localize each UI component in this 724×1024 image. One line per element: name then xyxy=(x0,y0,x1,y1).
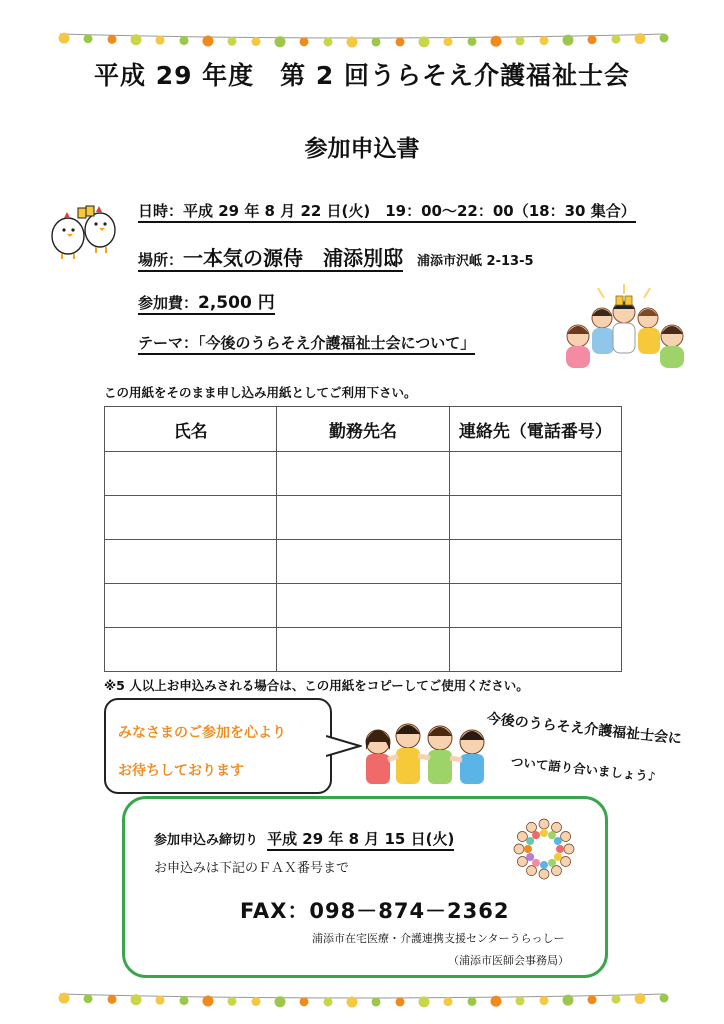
garland-dot xyxy=(468,997,477,1006)
garland-dot xyxy=(275,36,286,47)
datetime-value: 平成 29 年 8 月 22 日(火) 19：00～22：00（18：30 集合） xyxy=(183,202,636,220)
bottom-dot-garland xyxy=(0,988,724,1010)
ring-person-body xyxy=(532,859,540,867)
ring-person-head xyxy=(517,832,527,842)
theme-value: 「今後のうらそえ介護福祉士会について」 xyxy=(198,334,476,352)
garland-dot xyxy=(635,33,646,44)
table-row xyxy=(105,540,622,584)
ring-person-head xyxy=(527,866,537,876)
garland-dot xyxy=(300,997,309,1006)
garland-dot xyxy=(156,996,165,1005)
venue-label: 場所： xyxy=(138,251,184,269)
support-center-name: 浦添市在宅医療・介護連携支援センターうらっしー xyxy=(312,932,565,945)
garland-dot xyxy=(540,36,549,45)
ring-person-body xyxy=(556,845,564,853)
garland-dot xyxy=(660,34,669,43)
header-workplace: 勤務先名 xyxy=(277,407,449,452)
garland-dot xyxy=(203,35,214,46)
ring-person-body xyxy=(524,845,532,853)
ring-person-head xyxy=(561,832,571,842)
garland-dot xyxy=(444,997,453,1006)
garland-dot xyxy=(491,36,502,47)
garland-dot xyxy=(228,997,237,1006)
ring-person-head xyxy=(539,869,549,879)
garland-dot xyxy=(516,36,525,45)
ring-person-body xyxy=(548,831,556,839)
garland-dot xyxy=(300,37,309,46)
ring-person-body xyxy=(532,831,540,839)
children-group-illustration xyxy=(360,714,494,788)
garland-dot xyxy=(108,35,117,44)
table-row xyxy=(105,496,622,540)
name-cell[interactable] xyxy=(105,540,277,584)
datetime-label: 日時： xyxy=(138,202,184,220)
deadline-line xyxy=(154,828,454,849)
discuss-line-2: ついて語り合いましょう♪ xyxy=(510,753,657,785)
garland-dot xyxy=(252,37,261,46)
ring-person-head xyxy=(517,857,527,867)
chicks-toasting-illustration xyxy=(46,198,124,260)
fee-label: 参加費： xyxy=(138,294,199,312)
workplace-cell[interactable] xyxy=(277,628,449,672)
garland-dot xyxy=(563,35,574,46)
ring-person-body xyxy=(526,853,534,861)
venue-line xyxy=(138,242,534,271)
garland-dot xyxy=(660,994,669,1003)
garland-dot xyxy=(635,993,646,1004)
table-row xyxy=(105,584,622,628)
contact-cell[interactable] xyxy=(449,628,621,672)
venue-name: 一本気の源侍 浦添別邸 xyxy=(183,246,404,270)
office-name: （浦添市医師会事務局） xyxy=(448,954,569,967)
garland-dot xyxy=(540,996,549,1005)
garland-dot xyxy=(156,36,165,45)
ring-person-body xyxy=(540,861,548,869)
garland-dot xyxy=(396,37,405,46)
page-title: 平成 29 年度 第 2 回うらそえ介護福祉士会 xyxy=(93,61,630,90)
garland-dot xyxy=(275,996,286,1007)
garland-dot xyxy=(444,37,453,46)
garland-dot xyxy=(419,996,430,1007)
workplace-cell[interactable] xyxy=(277,452,449,496)
garland-dot xyxy=(612,995,621,1004)
header-name: 氏名 xyxy=(105,407,277,452)
garland-dot xyxy=(84,34,93,43)
garland-dot xyxy=(84,994,93,1003)
garland-dot xyxy=(563,995,574,1006)
toasting-people-illustration xyxy=(558,282,690,374)
ring-person-body xyxy=(548,859,556,867)
theme-line xyxy=(138,332,475,353)
garland-dot xyxy=(59,993,70,1004)
garland-dot xyxy=(347,996,358,1007)
garland-dot xyxy=(516,996,525,1005)
garland-dot xyxy=(419,36,430,47)
contact-cell[interactable] xyxy=(449,540,621,584)
name-cell[interactable] xyxy=(105,496,277,540)
deadline-label: 参加申込み締切り xyxy=(154,833,259,848)
garland-dot xyxy=(396,997,405,1006)
discuss-line-1: 今後のうらそえ介護福祉士会に xyxy=(486,710,683,748)
garland-dot xyxy=(180,996,189,1005)
garland-dot xyxy=(588,35,597,44)
contact-cell[interactable] xyxy=(449,452,621,496)
bubble-line-1: みなさまのご参加を心より xyxy=(118,725,286,741)
garland-dot xyxy=(347,36,358,47)
speech-bubble xyxy=(104,698,332,794)
usage-instruction: この用紙をそのまま申し込み用紙としてご利用下さい。 xyxy=(104,385,417,400)
name-cell[interactable] xyxy=(105,452,277,496)
ring-person-body xyxy=(554,837,562,845)
bubble-line-2: お待ちしております xyxy=(118,763,244,779)
workplace-cell[interactable] xyxy=(277,496,449,540)
ring-person-head xyxy=(527,822,537,832)
contact-cell[interactable] xyxy=(449,584,621,628)
copy-note: ※5 人以上お申込みされる場合は、この用紙をコピーしてご使用ください。 xyxy=(104,678,529,693)
workplace-cell[interactable] xyxy=(277,584,449,628)
garland-dot xyxy=(372,37,381,46)
ring-person-head xyxy=(552,822,562,832)
contact-cell[interactable] xyxy=(449,496,621,540)
top-dot-garland xyxy=(0,28,724,50)
fax-instruction: お申込みは下記のＦＡＸ番号まで xyxy=(154,861,350,876)
ring-person-head xyxy=(539,819,549,829)
deadline-value: 平成 29 年 8 月 15 日(火) xyxy=(267,830,454,851)
garland-dot xyxy=(180,36,189,45)
ring-person-head xyxy=(552,866,562,876)
garland-dot xyxy=(324,997,333,1006)
form-subtitle: 参加申込書 xyxy=(304,136,420,162)
garland-dot xyxy=(59,33,70,44)
garland-dot xyxy=(324,37,333,46)
ring-person-body xyxy=(554,853,562,861)
fee-value: 2,500 円 xyxy=(198,293,275,313)
garland-dot xyxy=(131,34,142,45)
garland-dot xyxy=(588,995,597,1004)
header-contact-phone: 連絡先（電話番号） xyxy=(449,407,621,452)
garland-dot xyxy=(491,996,502,1007)
theme-label: テーマ： xyxy=(138,334,199,352)
ring-person-body xyxy=(540,829,548,837)
ring-person-head xyxy=(564,844,574,854)
speech-bubble-tail xyxy=(326,732,362,760)
garland-dot xyxy=(468,37,477,46)
garland-dot xyxy=(131,994,142,1005)
fee-line xyxy=(138,288,275,313)
garland-dot xyxy=(228,37,237,46)
ring-person-head xyxy=(561,857,571,867)
table-row xyxy=(105,628,622,672)
datetime-line xyxy=(138,200,636,221)
garland-dot xyxy=(252,997,261,1006)
ring-person-head xyxy=(514,844,524,854)
garland-dot xyxy=(108,995,117,1004)
ring-person-body xyxy=(526,837,534,845)
table-row xyxy=(105,452,622,496)
name-cell[interactable] xyxy=(105,584,277,628)
workplace-cell[interactable] xyxy=(277,540,449,584)
garland-dot xyxy=(612,35,621,44)
garland-dot xyxy=(203,995,214,1006)
garland-dot xyxy=(372,997,381,1006)
application-table xyxy=(104,406,622,672)
fax-number: FAX：098－874－2362 xyxy=(240,899,510,923)
people-circle-illustration xyxy=(510,814,578,884)
venue-address: 浦添市沢岻 2-13-5 xyxy=(417,254,534,269)
name-cell[interactable] xyxy=(105,628,277,672)
